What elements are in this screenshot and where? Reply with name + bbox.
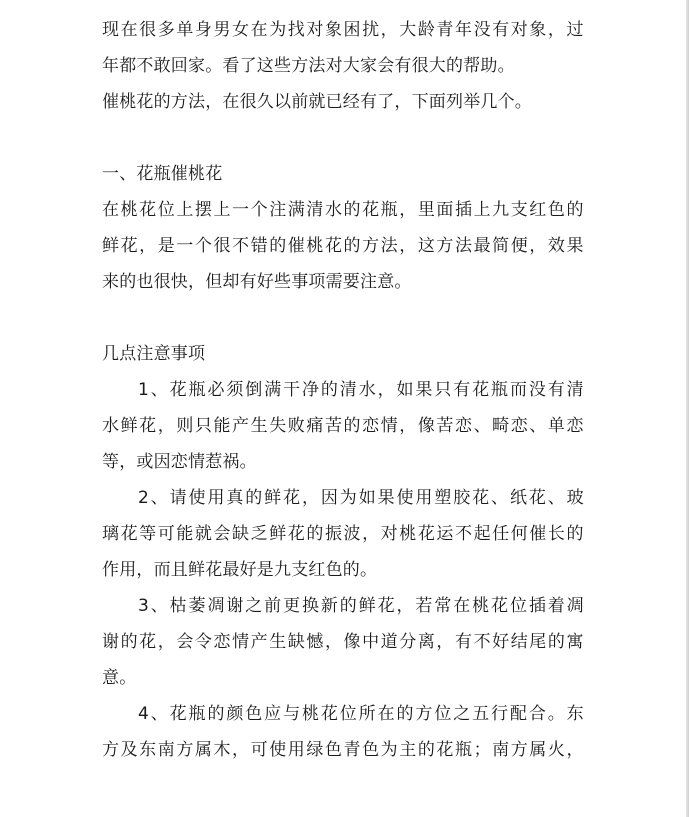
list-item-line: 璃 花 等 可 能 就 会 缺 乏 鲜 花 的 振 波 ， 对 桃 花 运 不 起 任 何 催 长 的 bbox=[102, 524, 584, 544]
list-item-line: 等，或因恋情惹祸。 bbox=[102, 452, 257, 472]
document-body bbox=[102, 12, 584, 768]
paragraph-line: 鲜 花 ， 是 一 个 很 不 错 的 催 桃 花 的 方 法 ， 这 方 法 最 简 便 ， 效 果 bbox=[102, 236, 584, 256]
list-item-line: 意。 bbox=[102, 668, 137, 688]
paragraph-line: 年都不敢回家。看了这些方法对大家会有很大的帮助。 bbox=[102, 56, 515, 76]
section-heading: 一、花瓶催桃花 bbox=[102, 164, 223, 184]
list-item-line: 2 、 请 使 用 真 的 鲜 花 ， 因 为 如 果 使 用 塑 胶 花 、 纸 花 、 玻 bbox=[138, 488, 584, 508]
list-item-line: 水 鲜 花 ， 则 只 能 产 生 失 败 痛 苦 的 恋 情 ， 像 苦 恋 、 畸 恋 、 单 恋 bbox=[102, 416, 584, 436]
paragraph-line: 催桃花的方法，在很久以前就已经有了，下面列举几个。 bbox=[102, 92, 532, 112]
paragraph-line: 现 在 很 多 单 身 男 女 在 为 找 对 象 困 扰 ， 大 龄 青 年 没 有 对 象 ， 过 bbox=[102, 20, 584, 40]
blank-line bbox=[102, 300, 584, 336]
list-item-line: 3 、 枯 萎 凋 谢 之 前 更 换 新 的 鲜 花 ， 若 常 在 桃 花 位 插 着 凋 bbox=[138, 596, 584, 616]
section-heading: 几点注意事项 bbox=[102, 344, 206, 364]
list-item-line: 4 、 花 瓶 的 颜 色 应 与 桃 花 位 所 在 的 方 位 之 五 行 配 合 。 东 bbox=[138, 704, 584, 724]
paragraph-line: 来的也很快，但却有好些事项需要注意。 bbox=[102, 272, 412, 292]
blank-line bbox=[102, 120, 584, 156]
list-item-line: 方 及 东 南 方 属 木 ， 可 使 用 绿 色 青 色 为 主 的 花 瓶 ； 南 方 属 火 ， bbox=[102, 740, 584, 760]
list-item-line: 谢 的 花 ， 会 令 恋 情 产 生 缺 憾 ， 像 中 道 分 离 ， 有 不 好 结 尾 的 寓 bbox=[102, 632, 584, 652]
list-item-line: 1 、 花 瓶 必 须 倒 满 干 净 的 清 水 ， 如 果 只 有 花 瓶 而 没 有 清 bbox=[138, 380, 584, 400]
paragraph-line: 在 桃 花 位 上 摆 上 一 个 注 满 清 水 的 花 瓶 ， 里 面 插 上 九 支 红 色 的 bbox=[102, 200, 584, 220]
list-item-line: 作用，而且鲜花最好是九支红色的。 bbox=[102, 560, 378, 580]
